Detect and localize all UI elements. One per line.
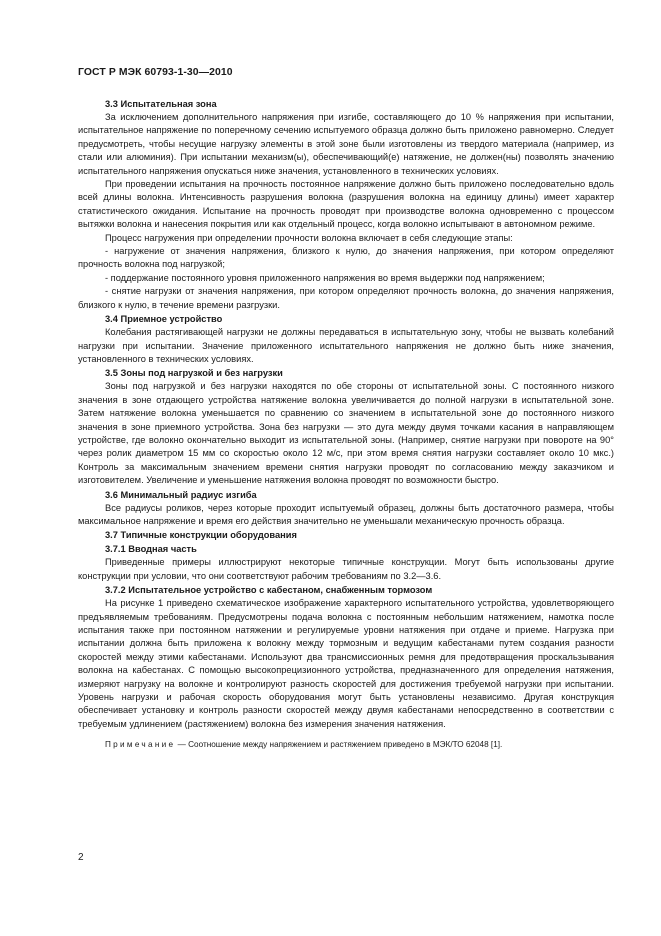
note-label: Примечание — [105, 740, 176, 750]
section-3-4-para-1: Колебания растягивающей нагрузки не должны передаваться в испытательную зону, чтобы не вызвать колебаний нагрузки при испытании. Значение приложенного испытательного напряжения не должно быть ниже значения, установленного в технических условиях. — [78, 327, 614, 364]
document-body — [78, 97, 614, 751]
page-number: 2 — [78, 852, 84, 863]
section-3-7-2-para-1: На рисунке 1 приведено схематическое изображение характерного испытательного устройства, удовлетворяющего предъявляемым требованиям. Предусмотрены подача волокна с постоянным небольшим натяжением, намотка после испытания также при постоянном натяжении и регулируемые уровни натяжения при отдаче и приеме. Нагрузка при испытании должна быть приложена к волокну между тормозным и ведущим кабестанами путем создания разности скоростей между этими кабестанами. Используют два трансмиссионных ремня для предотвращения проскальзывания волокна на кабестанах. С помощью высокопрецизионного устройства, предназначенного для определения натяжения, измеряют нагрузку на волокне и контролируют разность скоростей для достижения требуемой нагрузки при испытании. Уровень нагрузки и рабочая скорость оборудования могут быть установлены независимо. Другая конструкция обеспечивает установку и контроль разности скоростей между двумя кабестанами непосредственно в соответствии с требуемым удлинением (растяжением) волокна без измерения значения натяжения. — [78, 598, 614, 729]
section-3-4-heading: 3.4 Приемное устройство — [105, 314, 223, 325]
list-item: - нагружение от значения напряжения, близкого к нулю, до значения напряжения, при котором определяют прочность волокна под нагрузкой; — [78, 246, 614, 270]
section-3-6-para-1: Все радиусы роликов, через которые проходит испытуемый образец, должны быть достаточного размера, чтобы максимальное напряжение и время его действия значительно не уменьшали механическую прочность образца. — [78, 502, 614, 526]
section-3-3-para-3: Процесс нагружения при определении прочности волокна включает в себя следующие этапы: — [105, 232, 513, 243]
section-3-6-heading: 3.6 Минимальный радиус изгиба — [105, 489, 257, 500]
section-3-3-para-2: При проведении испытания на прочность постоянное напряжение должно быть приложено последовательно вдоль всей длины волокна. Интенсивность разрушения волокна (разрушения волокна на единицу длины) имеет характер статистического ожидания. Испытание на прочность проводят при производстве волокна одновременно с процессом вытяжки волокна и нанесения покрытия или как отдельный процесс, когда волокно испытывают в автономном режиме. — [78, 179, 614, 230]
section-3-5-heading: 3.5 Зоны под нагрузкой и без нагрузки — [105, 368, 283, 379]
document-header: ГОСТ Р МЭК 60793-1-30—2010 — [78, 67, 233, 78]
section-3-3-para-1: За исключением дополнительного напряжения при изгибе, составляющего до 10 % напряжения при испытании, испытательное напряжение по поперечному сечению испытуемого образца должно быть приложено равномерно. Следует предусмотреть, чтобы несущие нагрузку элементы в этой зоне были изготовлены из твердого материала (например, из стали или алюминия). При испытании механизм(ы), обеспечивающий(е) натяжение, не должен(ны) позволять значению испытательного напряжения опускаться ниже значения, установленного в технических условиях. — [78, 112, 614, 176]
section-3-5-para-1: Зоны под нагрузкой и без нагрузки находятся по обе стороны от испытательной зоны. С постоянного низкого значения в зоне отдающего устройства натяжение волокна увеличивается до полной нагрузки в испытательной зоне. Затем натяжение волокна уменьшается по сравнению со значением в испытательной зоне до постоянного низкого значения в зоне приемного устройства. Зона без нагрузки — это дуга между двумя точками касания в направляющем устройстве, где волокно окончательно выходит из испытательной зоны. (Например, снятие нагрузки при повороте на 90° через ролик диаметром 15 мм со скоростью около 12 м/с, при этом время снятия нагрузки составляет около 10 мкс.) Контроль за максимальным значением времени снятия нагрузки проводят по согласованию между заказчиком и изготовителем. Увеличение и уменьшение натяжения волокна проводят по возможности быстро. — [78, 381, 614, 486]
section-3-7-heading: 3.7 Типичные конструкции оборудования — [105, 530, 297, 541]
note-text: — Соотношение между напряжением и растяжением приведено в МЭК/ТО 62048 [1]. — [175, 740, 503, 750]
list-item: - поддержание постоянного уровня приложенного напряжения во время выдержки под напряжением; — [105, 272, 545, 283]
section-3-7-1-heading: 3.7.1 Вводная часть — [105, 544, 197, 555]
section-3-7-2-heading: 3.7.2 Испытательное устройство с кабестаном, снабженным тормозом — [105, 585, 433, 596]
section-3-7-1-para-1: Приведенные примеры иллюстрируют некоторые типичные конструкции. Могут быть использованы другие конструкции при условии, что они соответствуют рабочим требованиям по 3.2—3.6. — [78, 557, 614, 581]
section-3-3-heading: 3.3 Испытательная зона — [105, 99, 217, 109]
note — [78, 738, 614, 751]
list-item: - снятие нагрузки от значения напряжения, при котором определяют прочность волокна, до значения напряжения, близкого к нулю, в течение времени разгрузки. — [78, 286, 614, 310]
